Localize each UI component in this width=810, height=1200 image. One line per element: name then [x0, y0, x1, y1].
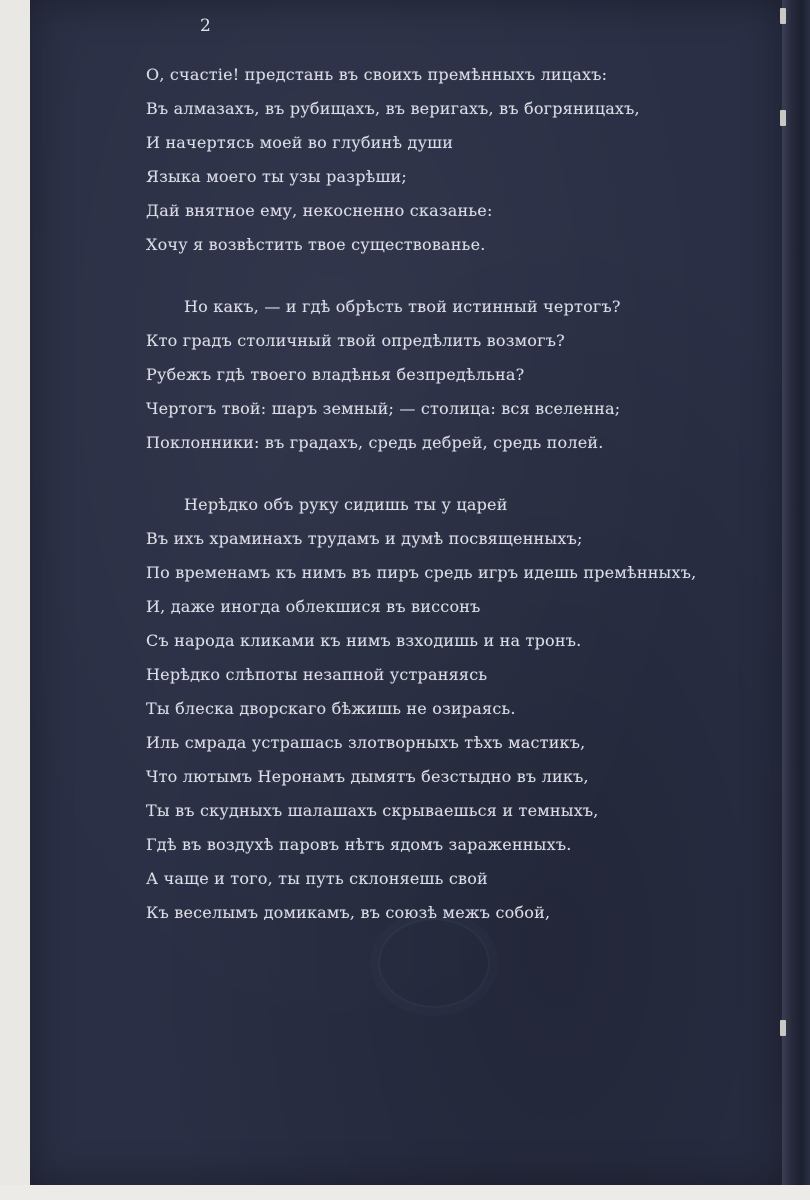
verse-line: Въ алмазахъ, въ рубищахъ, въ веригахъ, въ богряницахъ,: [146, 99, 640, 118]
stanza: [146, 58, 640, 262]
verse-line: Ты въ скудныхъ шалашахъ скрываешься и темныхъ,: [146, 801, 599, 820]
verse-line: Къ веселымъ домикамъ, въ союзѣ межъ собой,: [146, 903, 551, 922]
verse-line: Съ народа кликами къ нимъ взходишь и на тронъ.: [146, 631, 582, 650]
scan-bottom-margin: [0, 1185, 810, 1200]
verse-line: Иль смрада устрашась злотворныхъ тѣхъ мастикъ,: [146, 733, 586, 752]
verse-line: Ты блеска дворскаго бѣжишь не озираясь.: [146, 699, 516, 718]
faded-library-stamp: [378, 918, 490, 1008]
spine-clip-mark: [780, 110, 786, 126]
verse-line: По временамъ къ нимъ въ пиръ средь игръ идешь премѣнныхъ,: [146, 563, 697, 582]
stanza: [146, 488, 696, 930]
verse-line: Дай внятное ему, некосненно сказанье:: [146, 201, 493, 220]
verse-line: Кто градъ столичный твой опредѣлить возмогъ?: [146, 331, 565, 350]
verse-line: И начертясь моей во глубинѣ души: [146, 133, 454, 152]
verse-line: Языка моего ты узы разрѣши;: [146, 167, 408, 186]
book-spine: [782, 0, 810, 1185]
page-number: 2: [200, 16, 211, 36]
verse-line: Чертогъ твой: шаръ земный; — столица: вся вселенна;: [146, 399, 621, 418]
verse-line: Рубежъ гдѣ твоего владѣнья безпредѣльна?: [146, 365, 525, 384]
verse-line: Хочу я возвѣстить твое существованье.: [146, 235, 486, 254]
verse-line: Гдѣ въ воздухѣ паровъ нѣтъ ядомъ зараженныхъ.: [146, 835, 572, 854]
stanza: [146, 290, 621, 460]
verse-line: Поклонники: въ градахъ, средь дебрей, средь полей.: [146, 433, 604, 452]
spine-clip-mark: [780, 1020, 786, 1036]
verse-line: А чаще и того, ты путь склоняешь свой: [146, 869, 488, 888]
verse-line: Нерѣдко объ руку сидишь ты у царей: [184, 495, 508, 514]
verse-line: О, счастіе! предстань въ своихъ премѣнныхъ лицахъ:: [146, 65, 608, 84]
verse-line: И, даже иногда облекшися въ виссонъ: [146, 597, 481, 616]
verse-line: Нерѣдко слѣпоты незапной устраняясь: [146, 665, 488, 684]
verse-line: Что лютымъ Неронамъ дымятъ безстыдно въ ликъ,: [146, 767, 589, 786]
spine-clip-mark: [780, 8, 786, 24]
verse-line: Но какъ, — и гдѣ обрѣсть твой истинный чертогъ?: [184, 297, 621, 316]
verse-line: Въ ихъ храминахъ трудамъ и думѣ посвященныхъ;: [146, 529, 583, 548]
